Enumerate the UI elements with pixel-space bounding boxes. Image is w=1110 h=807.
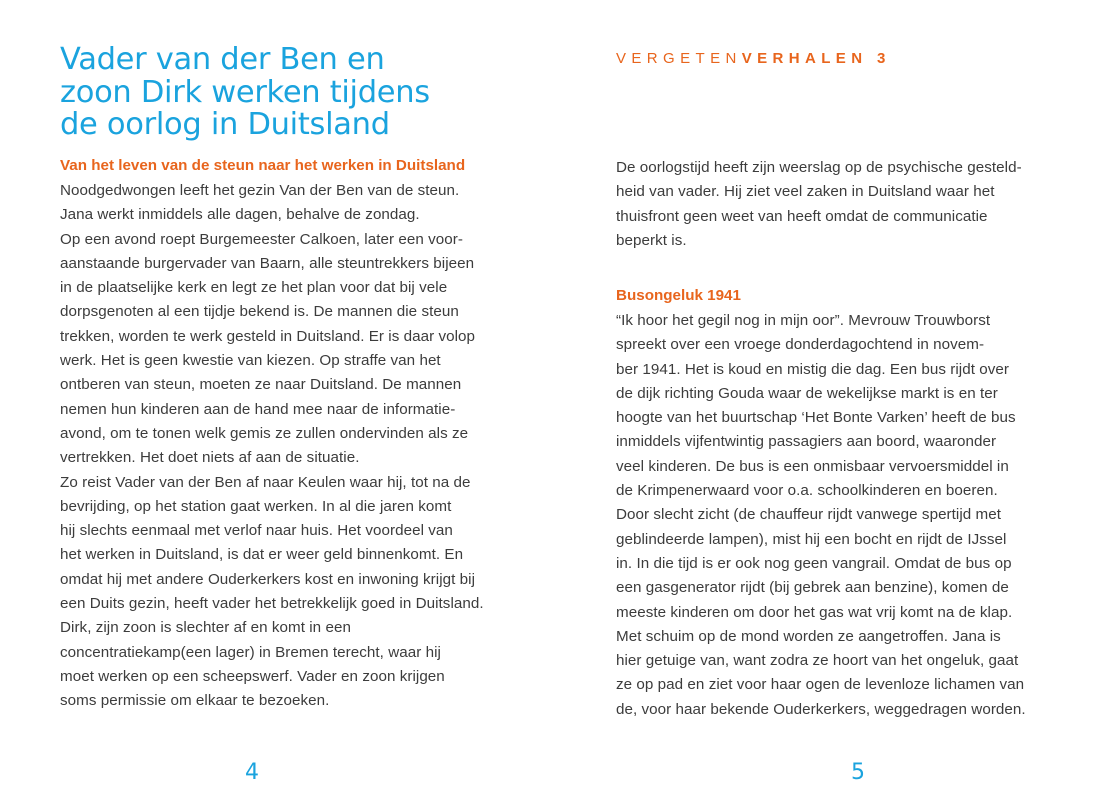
text-line: de, voor haar bekende Ouderkerkers, weggedragen worden. [616,700,1026,718]
text-line: Op een avond roept Burgemeester Calkoen, later een voor- [60,230,463,248]
text-line: trekken, worden te werk gesteld in Duitsland. Er is daar volop [60,327,476,345]
text-line: hier getuige van, want zodra ze hoort van het ongeluk, gaat [616,652,1019,670]
text-line: avond, om te tonen welk gemis ze zullen ondervinden als ze [60,424,469,442]
text-line: Dirk, zijn zoon is slechter af en komt in een [60,619,351,637]
text-line: Zo reist Vader van der Ben af naar Keulen waar hij, tot na de [60,473,471,491]
right-page [555,0,1110,807]
text-line: beperkt is. [616,231,687,249]
text-line: in de plaatselijke kerk en legt ze het plan voor dat bij vele [60,279,448,297]
text-line: hoogte van het buurtschap ‘Het Bonte Varken’ heeft de bus [616,409,1016,427]
text-line: De oorlogstijd heeft zijn weerslag op de psychische gesteld- [616,159,1022,176]
title-line: Vader van der Ben en [60,42,385,77]
running-header-light: VERGETEN [616,50,742,67]
text-line: omdat hij met andere Ouderkerkers kost en inwoning krijgt bij [60,570,475,588]
text-line: thuisfront geen weet van heeft omdat de communicatie [616,207,988,225]
text-line: Jana werkt inmiddels alle dagen, behalve de zondag. [60,206,420,224]
text-line: veel kinderen. De bus is een onmisbaar vervoersmiddel in [616,457,1009,475]
text-line: ber 1941. Het is koud en mistig die dag. Een bus rijdt over [616,360,1009,378]
body-text [60,179,484,714]
text-line: een Duits gezin, heeft vader het betrekkelijk goed in Duitsland. [60,595,484,613]
text-line: hij slechts eenmaal met verlof naar huis. Het voordeel van [60,522,453,540]
text-line: Door slecht zicht (de chauffeur rijdt vanwege spertijd met [616,506,1002,524]
text-line: bevrijding, op het station gaat werken. In al die jaren komt [60,497,452,515]
text-line: Noodgedwongen leeft het gezin Van der Ben van de steun. [60,182,460,199]
text-line: meeste kinderen om door het gas wat vrij komt na de klap. [616,603,1013,621]
text-line: het werken in Duitsland, is dat er weer geld binnenkomt. En [60,546,464,564]
text-line: vertrekken. Het doet niets af aan de situatie. [60,449,360,467]
text-line: Met schuim op de mond worden ze aangetroffen. Jana is [616,627,1001,645]
section-heading: Van het leven van de steun naar het werken in Duitsland [60,157,466,174]
text-line: werk. Het is geen kwestie van kiezen. Op straffe van het [60,352,441,370]
text-line: spreekt over een vroege donderdagochtend in novem- [616,336,985,354]
text-line: “Ik hoor het gegil nog in mijn oor”. Mevrouw Trouwborst [616,312,991,329]
text-line: een gasgenerator rijdt (bij gebrek aan benzine), komen de [616,579,1009,597]
text-line: moet werken op een scheepswerf. Vader en zoon krijgen [60,667,445,685]
text-line: concentratiekamp(een lager) in Bremen terecht, waar hij [60,643,441,661]
text-line: ontberen van steun, moeten ze naar Duitsland. De mannen [60,376,462,394]
text-line: in. In die tijd is er ook nog geen vangrail. Omdat de bus op [616,554,1012,572]
text-line: inmiddels vijfentwintig passagiers aan boord, waaronder [616,433,997,451]
body-text [616,309,1026,722]
chapter-title [60,44,530,142]
text-line: heid van vader. Hij ziet veel zaken in Duitsland waar het [616,183,995,201]
page-number: 5 [851,760,865,785]
page-number: 4 [245,760,259,785]
title-line: de oorlog in Duitsland [60,107,390,142]
text-line: soms permissie om elkaar te bezoeken. [60,692,330,710]
text-line: aanstaande burgervader van Baarn, alle steuntrekkers bijeen [60,254,475,272]
text-line: nemen hun kinderen aan de hand mee naar de informatie- [60,400,456,418]
text-line: dorpsgenoten al een tijdje bekend is. De mannen die steun [60,303,459,321]
running-header-bold: VERHALEN 3 [741,50,891,67]
text-line: de Krimpenerwaard voor o.a. schoolkinderen en boeren. [616,482,998,500]
text-line: de dijk richting Gouda waar de wekelijkse markt is en ter [616,384,998,402]
text-line: geblindeerde lampen), mist hij een bocht en rijdt de IJssel [616,530,1007,548]
intro-text [616,156,1022,253]
text-line: ze op pad en ziet voor haar ogen de levenloze lichamen van [616,676,1025,694]
running-header [616,50,891,67]
title-line: zoon Dirk werken tijdens [60,74,430,110]
section-heading: Busongeluk 1941 [616,287,741,304]
